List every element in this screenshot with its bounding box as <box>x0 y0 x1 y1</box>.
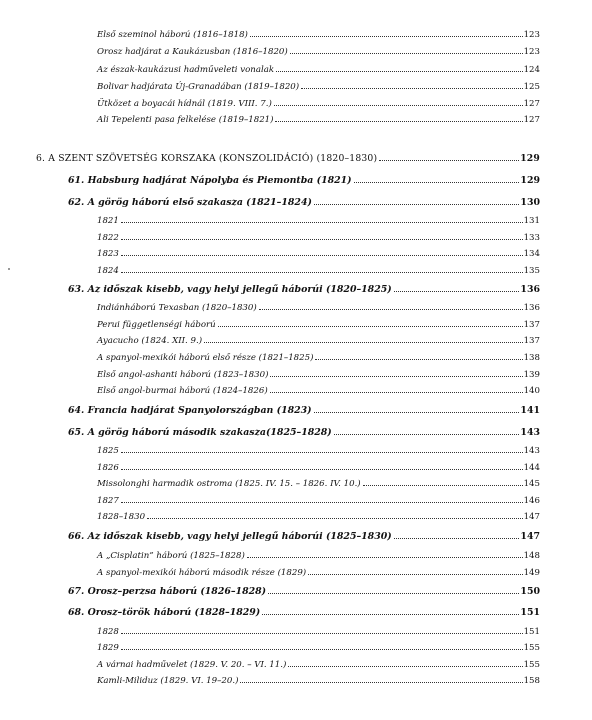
toc-entry[interactable] <box>97 316 540 330</box>
dot-leader <box>121 649 523 650</box>
toc-entry-page: 125 <box>523 82 540 92</box>
toc-entry[interactable] <box>97 299 540 313</box>
toc-section[interactable] <box>68 527 540 542</box>
dot-leader <box>247 557 523 558</box>
dot-leader <box>308 574 522 575</box>
toc-section-page: 136 <box>520 284 540 295</box>
toc-entry-title: Első angol-ashanti háború (1823–1830) <box>97 370 269 380</box>
dot-leader <box>218 326 523 327</box>
toc-entry[interactable] <box>97 459 540 473</box>
dot-leader <box>354 182 520 183</box>
toc-entry-page: 151 <box>523 627 540 637</box>
toc-entry[interactable] <box>97 475 540 489</box>
toc-chapter-title: 6. A SZENT SZÖVETSÉG KORSZAKA (KONSZOLIDÁCIÓ) (1820–1830) <box>36 153 378 164</box>
toc-entry[interactable] <box>97 508 540 522</box>
toc-entry[interactable] <box>97 95 540 109</box>
dot-leader <box>250 36 523 37</box>
toc-entry-title: Missolonghi harmadik ostroma (1825. IV. 15. – 1826. IV. 10.) <box>97 479 361 489</box>
toc-entry[interactable] <box>97 332 540 346</box>
dot-leader <box>274 105 523 106</box>
toc-entry-page: 149 <box>523 568 540 578</box>
toc-entry-title: 1826 <box>97 463 119 473</box>
toc-entry[interactable] <box>97 492 540 506</box>
toc-entry-page: 123 <box>523 47 540 57</box>
toc-section-page: 129 <box>520 175 540 186</box>
toc-entry-title: 1824 <box>97 266 119 276</box>
dot-leader <box>270 376 522 377</box>
toc-entry-page: 143 <box>523 446 540 456</box>
toc-section[interactable] <box>68 280 540 295</box>
dot-leader <box>259 309 523 310</box>
toc-entry-title: A spanyol-mexikói háború második része (1829) <box>97 568 307 578</box>
toc-entry-page: 148 <box>523 551 540 561</box>
toc-entry[interactable] <box>97 639 540 653</box>
dot-leader <box>314 412 520 413</box>
dot-leader <box>262 614 519 615</box>
toc-entry-title: Első szeminol háború (1816–1818) <box>97 30 248 40</box>
toc-entry-title: 1829 <box>97 643 119 653</box>
toc-section[interactable] <box>68 423 540 438</box>
dot-leader <box>394 538 520 539</box>
toc-section-page: 150 <box>520 586 540 597</box>
toc-entry[interactable] <box>97 442 540 456</box>
toc-entry-title: Kamli-Miliduz (1829. VI. 19–20.) <box>97 676 239 686</box>
toc-section-page: 141 <box>520 405 540 416</box>
dot-leader <box>301 88 522 89</box>
toc-entry-title: 1828 <box>97 627 119 637</box>
toc-entry[interactable] <box>97 262 540 276</box>
toc-entry-title: Első angol-burmai háború (1824–1826) <box>97 386 268 396</box>
toc-entry-page: 133 <box>523 233 540 243</box>
toc-chapter[interactable] <box>36 150 540 164</box>
dot-leader <box>270 392 523 393</box>
dot-leader <box>121 469 523 470</box>
toc-section-title: 68. Orosz–török háború (1828–1829) <box>68 607 261 618</box>
toc-section-title: 64. Francia hadjárat Spanyolországban (1823) <box>68 405 312 416</box>
toc-entry[interactable] <box>97 229 540 243</box>
toc-section-title: 62. A görög háború első szakasza (1821–1824) <box>68 197 312 208</box>
toc-entry-page: 155 <box>523 660 540 670</box>
dot-leader <box>379 160 519 161</box>
toc-entry-page: 147 <box>523 512 540 522</box>
toc-entry-title: Ayacucho (1824. XII. 9.) <box>97 336 203 346</box>
toc-entry-page: 134 <box>523 249 540 259</box>
toc-section[interactable] <box>68 193 540 208</box>
toc-entry-page: 155 <box>523 643 540 653</box>
toc-entry-title: Orosz hadjárat a Kaukázusban (1816–1820) <box>97 47 288 57</box>
toc-section-title: 63. Az időszak kisebb, vagy helyi jellegű háborúi (1820–1825) <box>68 284 392 295</box>
toc-entry[interactable] <box>97 349 540 363</box>
toc-entry[interactable] <box>97 245 540 259</box>
toc-section-title: 65. A görög háború második szakasza(1825–1828) <box>68 427 332 438</box>
toc-section-page: 147 <box>520 531 540 542</box>
toc-entry-page: 158 <box>523 676 540 686</box>
toc-entry-title: 1825 <box>97 446 119 456</box>
dot-leader <box>121 272 523 273</box>
toc-entry-page: 139 <box>523 370 540 380</box>
toc-entry[interactable] <box>97 111 540 125</box>
toc-entry-title: Indiánháború Texasban (1820–1830) <box>97 303 257 313</box>
toc-entry[interactable] <box>97 547 540 561</box>
toc-section-page: 130 <box>520 197 540 208</box>
toc-entry[interactable] <box>97 656 540 670</box>
dot-leader <box>121 502 523 503</box>
toc-entry-title: A várnai hadművelet (1829. V. 20. – VI. 11.) <box>97 660 287 670</box>
toc-entry[interactable] <box>97 78 540 92</box>
toc-entry-title: A „Cisplatin” háború (1825–1828) <box>97 551 245 561</box>
toc-section-title: 61. Habsburg hadjárat Nápolyba és Piemontba (1821) <box>68 175 352 186</box>
dot-leader <box>314 204 520 205</box>
dot-leader <box>121 239 523 240</box>
toc-section-page: 143 <box>520 427 540 438</box>
dot-leader <box>276 71 523 72</box>
toc-entry-title: 1821 <box>97 216 119 226</box>
toc-section[interactable] <box>68 171 540 186</box>
dot-leader <box>121 633 523 634</box>
toc-chapter-page: 129 <box>520 153 540 164</box>
toc-section-title: 66. Az időszak kisebb, vagy helyi jellegű háborúi (1825–1830) <box>68 531 392 542</box>
toc-entry-page: 127 <box>523 99 540 109</box>
dot-leader <box>394 291 520 292</box>
toc-entry-title: Ütközet a boyacái hídnál (1819. VIII. 7.) <box>97 99 272 109</box>
toc-entry-title: 1827 <box>97 496 119 506</box>
toc-entry-page: 136 <box>523 303 540 313</box>
toc-section[interactable] <box>68 603 540 618</box>
dot-leader <box>288 666 522 667</box>
toc-entry[interactable] <box>97 382 540 396</box>
toc-entry-title: Perui függetlenségi háború <box>97 320 216 330</box>
toc-entry-page: 145 <box>523 479 540 489</box>
scan-speck <box>8 268 10 270</box>
toc-entry-title: A spanyol-mexikói háború első része (1821–1825) <box>97 353 314 363</box>
toc-entry-page: 131 <box>523 216 540 226</box>
toc-entry[interactable] <box>97 61 540 75</box>
dot-leader <box>147 518 523 519</box>
toc-entry[interactable] <box>97 26 540 40</box>
dot-leader <box>204 342 523 343</box>
dot-leader <box>121 452 523 453</box>
toc-entry[interactable] <box>97 43 540 57</box>
toc-entry[interactable] <box>97 212 540 226</box>
toc-entry-page: 144 <box>523 463 540 473</box>
toc-entry[interactable] <box>97 564 540 578</box>
toc-entry-title: 1828–1830 <box>97 512 146 522</box>
toc-entry-page: 137 <box>523 336 540 346</box>
toc-entry-page: 135 <box>523 266 540 276</box>
toc-entry-title: 1823 <box>97 249 119 259</box>
toc-entry-title: Az észak-kaukázusi hadműveleti vonalak <box>97 65 275 75</box>
toc-entry-page: 138 <box>523 353 540 363</box>
toc-entry-page: 140 <box>523 386 540 396</box>
dot-leader <box>121 255 523 256</box>
toc-entry-page: 146 <box>523 496 540 506</box>
dot-leader <box>334 434 520 435</box>
toc-section[interactable] <box>68 401 540 416</box>
toc-entry-title: Bolivar hadjárata Új-Granadában (1819–1820) <box>97 82 300 92</box>
toc-section-page: 151 <box>520 607 540 618</box>
toc-entry-page: 124 <box>523 65 540 75</box>
dot-leader <box>315 359 522 360</box>
toc-entry[interactable] <box>97 623 540 637</box>
toc-entry-page: 123 <box>523 30 540 40</box>
toc-entry-page: 127 <box>523 115 540 125</box>
dot-leader <box>290 53 523 54</box>
dot-leader <box>363 485 523 486</box>
toc-entry-page: 137 <box>523 320 540 330</box>
dot-leader <box>275 121 522 122</box>
toc-entry-title: 1822 <box>97 233 119 243</box>
toc-entry[interactable] <box>97 366 540 380</box>
toc-entry[interactable] <box>97 672 540 686</box>
toc-section-title: 67. Orosz–perzsa háború (1826–1828) <box>68 586 267 597</box>
dot-leader <box>268 593 519 594</box>
toc-entry-title: Ali Tepelenti pasa felkelése (1819–1821) <box>97 115 274 125</box>
dot-leader <box>121 222 523 223</box>
toc-section[interactable] <box>68 582 540 597</box>
dot-leader <box>240 682 522 683</box>
